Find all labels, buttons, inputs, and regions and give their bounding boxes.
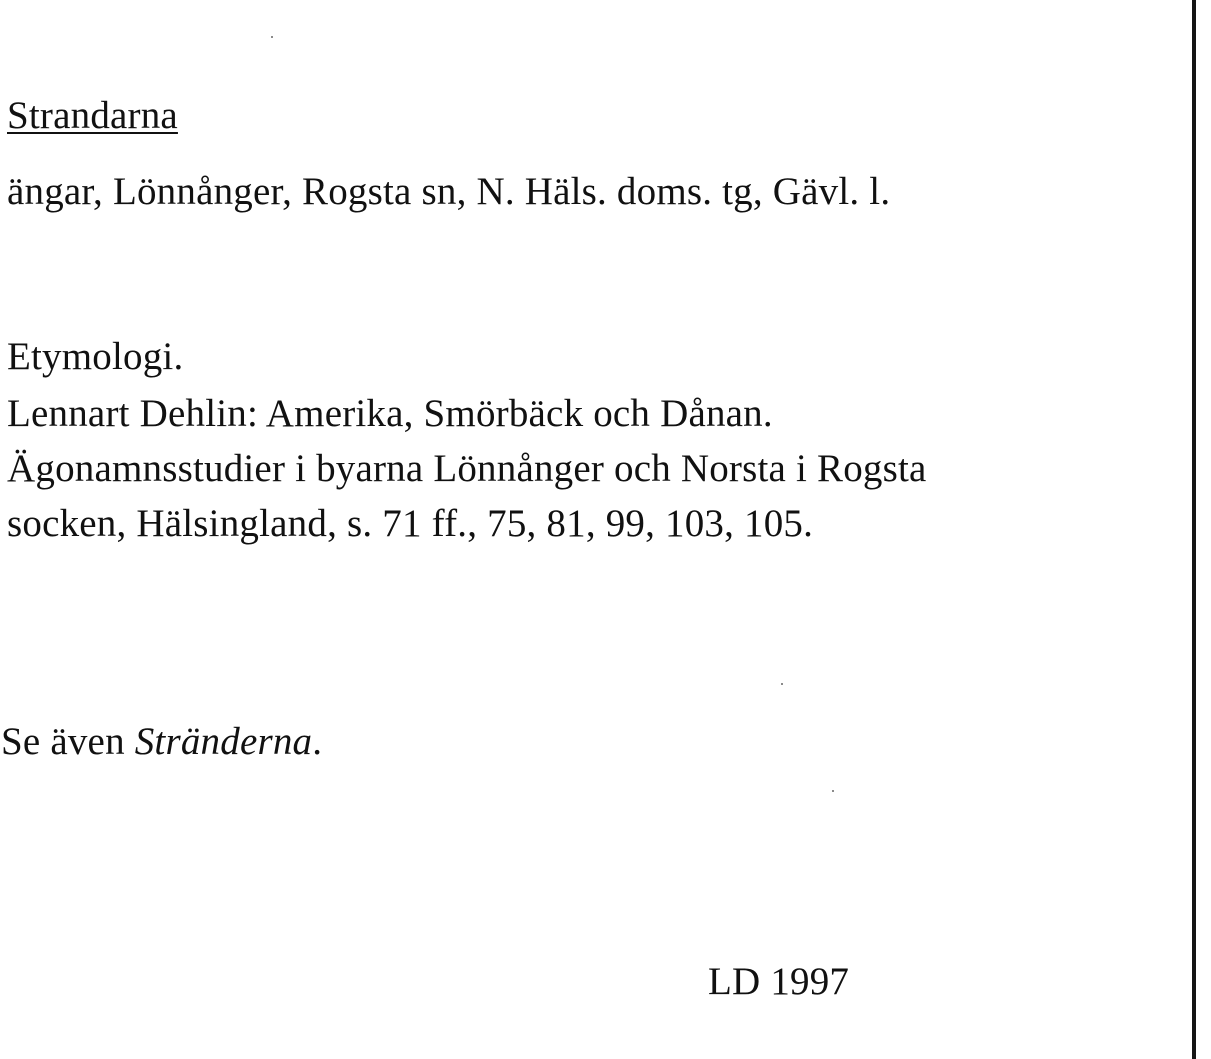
scan-speck <box>832 790 834 792</box>
see-also-reference <box>1 722 322 761</box>
etymology-source-line: Ägonamnsstudier i byarna Lönnånger och Norsta i Rogsta <box>7 447 927 490</box>
place-description: ängar, Lönnånger, Rogsta sn, N. Häls. doms. tg, Gävl. l. <box>7 170 891 213</box>
etymology-source-line: Lennart Dehlin: Amerika, Smörbäck och Dånan. <box>7 392 773 435</box>
cross-reference-link: Stränderna <box>134 720 313 763</box>
etymology-source-line: socken, Hälsingland, s. 71 ff., 75, 81, 99, 103, 105. <box>7 502 814 545</box>
headword: Strandarna <box>7 94 178 137</box>
etymology-heading: Etymologi. <box>7 335 184 378</box>
see-also-prefix: Se även <box>1 720 135 763</box>
author-signature: LD 1997 <box>708 960 850 1003</box>
scan-speck <box>271 36 273 38</box>
card-edge-rule <box>1192 0 1196 1059</box>
scan-speck <box>781 683 783 685</box>
see-also-suffix: . <box>312 720 323 763</box>
